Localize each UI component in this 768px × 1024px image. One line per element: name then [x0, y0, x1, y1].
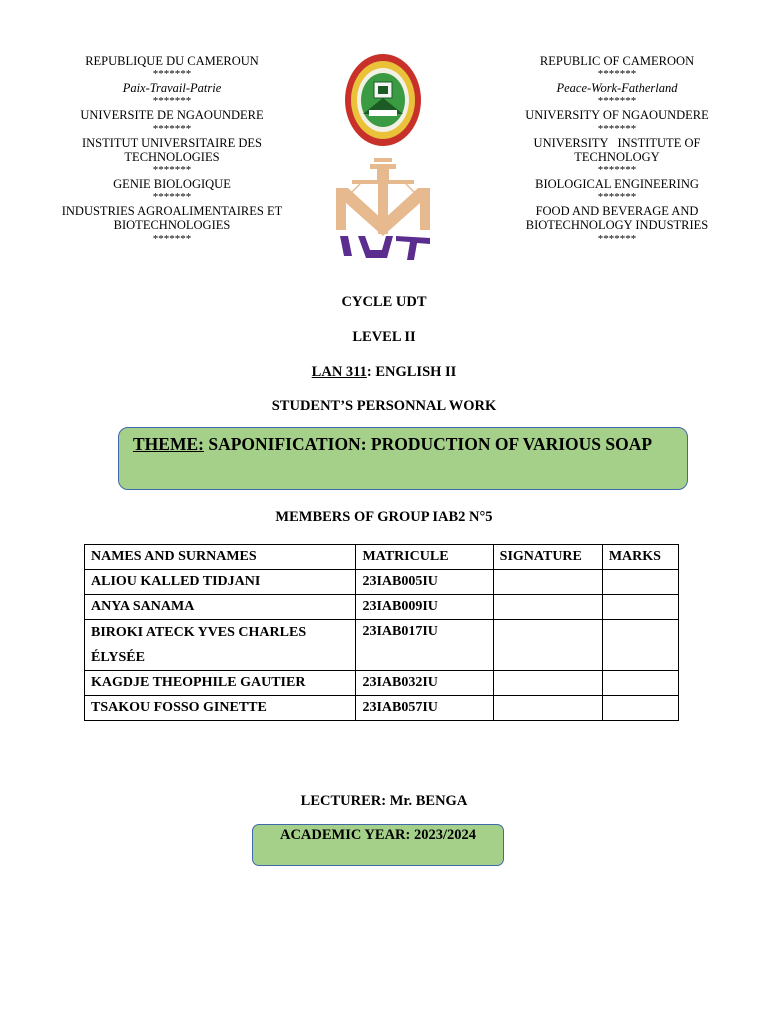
marks-cell [602, 570, 678, 595]
program-name: INDUSTRIES AGROALIMENTAIRES ET BIOTECHNOLOGIES [61, 204, 283, 233]
members-table [84, 544, 679, 721]
marks-cell [602, 595, 678, 620]
theme-box [118, 427, 688, 490]
signature-cell [493, 595, 602, 620]
course-title [0, 364, 768, 381]
header-right-english [512, 54, 722, 246]
student-matricule: 23IAB057IU [356, 696, 493, 721]
signature-cell [493, 671, 602, 696]
country-name: REPUBLIQUE DU CAMEROUN [85, 54, 259, 68]
column-header-marks: MARKS [602, 545, 678, 570]
separator-stars: ******* [597, 232, 637, 245]
group-title: MEMBERS OF GROUP IAB2 N°5 [275, 509, 493, 525]
course-code: LAN 311 [311, 364, 367, 380]
iut-logo [330, 158, 436, 262]
academic-year-box [252, 824, 504, 866]
separator-stars: ******* [152, 164, 192, 177]
table-row [85, 620, 679, 671]
student-matricule: 23IAB005IU [356, 570, 493, 595]
student-name: BIROKI ATECK YVES CHARLES ÉLYSÉE [85, 620, 356, 671]
separator-stars: ******* [597, 68, 637, 81]
work-type-title: STUDENT’S PERSONNAL WORK [271, 398, 497, 414]
separator-stars: ******* [597, 122, 637, 135]
program-name: FOOD AND BEVERAGE AND BIOTECHNOLOGY INDUSTRIES [525, 204, 709, 233]
university-name: UNIVERSITY OF NGAOUNDERE [525, 108, 709, 123]
student-matricule: 23IAB032IU [356, 671, 493, 696]
course-name: : ENGLISH II [366, 364, 457, 380]
table-row [85, 570, 679, 595]
column-header-signature: SIGNATURE [493, 545, 602, 570]
signature-cell [493, 696, 602, 721]
separator-stars: ******* [152, 95, 192, 108]
department-name: GENIE BIOLOGIQUE [113, 177, 231, 192]
institute-name: INSTITUT UNIVERSITAIRE DES TECHNOLOGIES [81, 135, 262, 164]
table-row [85, 696, 679, 721]
signature-cell [493, 570, 602, 595]
marks-cell [602, 671, 678, 696]
student-name: ALIOU KALLED TIDJANI [85, 570, 356, 595]
student-matricule: 23IAB017IU [356, 620, 493, 671]
cycle-title: CYCLE UDT [341, 294, 427, 310]
separator-stars: ******* [152, 191, 192, 204]
separator-stars: ******* [597, 95, 637, 108]
national-motto: Paix-Travail-Patrie [122, 81, 222, 96]
academic-year: ACADEMIC YEAR: 2023/2024 [279, 827, 476, 843]
marks-cell [602, 696, 678, 721]
separator-stars: ******* [152, 232, 192, 245]
country-name: REPUBLIC OF CAMEROON [539, 54, 695, 68]
student-name: TSAKOU FOSSO GINETTE [85, 696, 356, 721]
column-header-names: NAMES AND SURNAMES [85, 545, 356, 570]
level-title: LEVEL II [352, 329, 416, 345]
department-name: BIOLOGICAL ENGINEERING [535, 177, 699, 192]
university-seal-logo [343, 52, 423, 148]
student-name: KAGDJE THEOPHILE GAUTIER [85, 671, 356, 696]
separator-stars: ******* [152, 122, 192, 135]
header-left-french [60, 54, 284, 246]
marks-cell [602, 620, 678, 671]
signature-cell [493, 620, 602, 671]
separator-stars: ******* [152, 68, 192, 81]
student-matricule: 23IAB009IU [356, 595, 493, 620]
institute-name: UNIVERSITY INSTITUTE OF TECHNOLOGY [533, 135, 704, 164]
table-header-row [85, 545, 679, 570]
separator-stars: ******* [597, 191, 637, 204]
national-motto: Peace-Work-Fatherland [556, 81, 678, 96]
university-name: UNIVERSITE DE NGAOUNDERE [80, 108, 264, 123]
separator-stars: ******* [597, 164, 637, 177]
theme-text: SAPONIFICATION: PRODUCTION OF VARIOUS SOAP [203, 434, 653, 454]
student-name: ANYA SANAMA [85, 595, 356, 620]
table-row [85, 595, 679, 620]
theme-label: THEME: [133, 434, 204, 454]
table-row [85, 671, 679, 696]
theme-title [133, 434, 652, 455]
column-header-matricule: MATRICULE [356, 545, 493, 570]
lecturer-line: LECTURER: Mr. BENGA [300, 793, 468, 809]
